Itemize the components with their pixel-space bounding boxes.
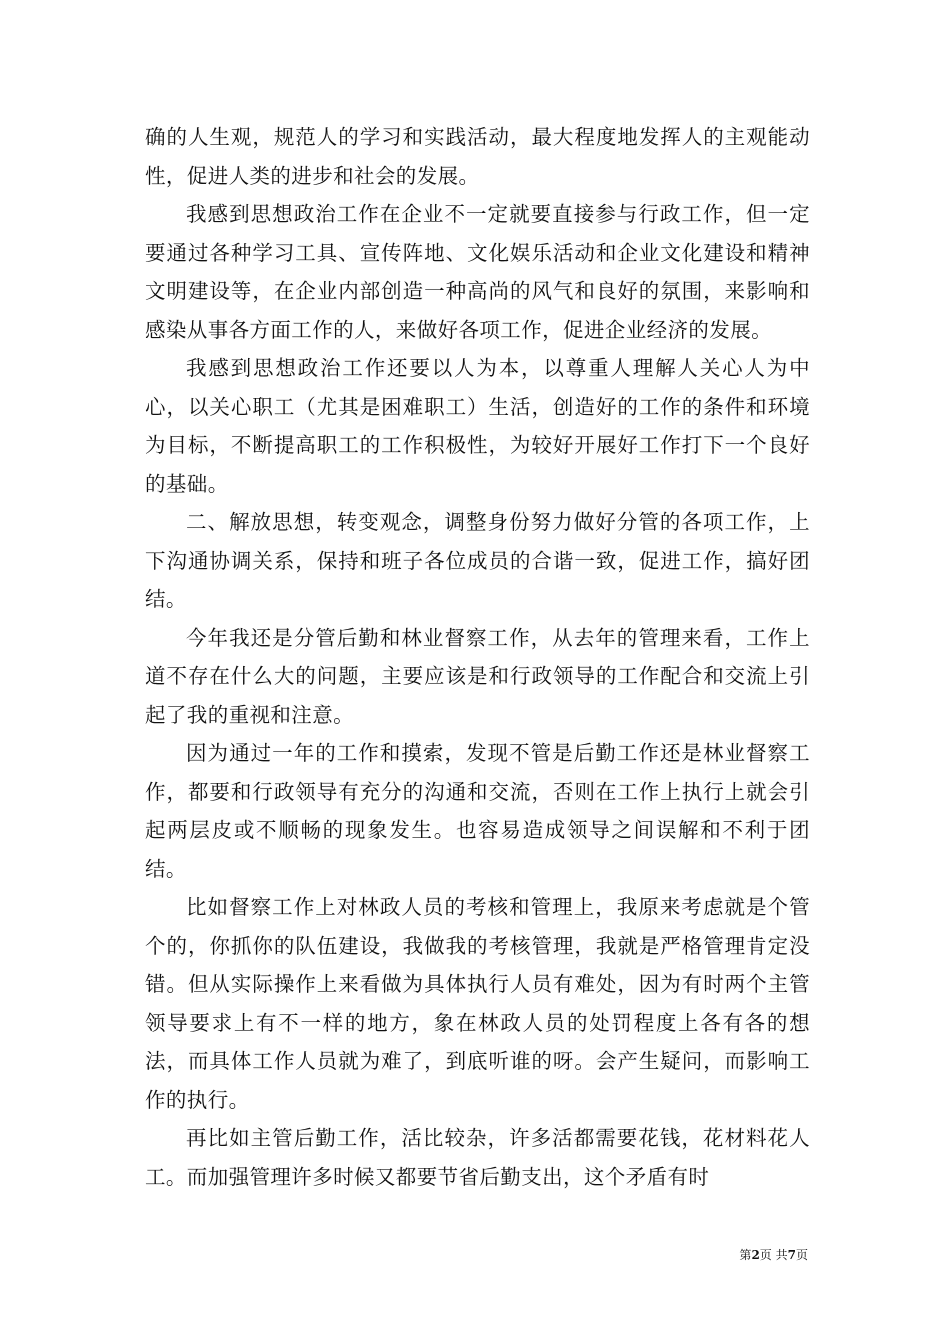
- footer-middle: 页 共: [759, 1248, 788, 1262]
- paragraph-3: 我感到思想政治工作还要以人为本，以尊重人理解人关心人为中心，以关心职工（尤其是困难职工）生活，创造好的工作的条件和环境为目标，不断提高职工的工作积极性，为较好开展好工作打下一个良好的基础。: [145, 356, 810, 496]
- current-page-number: 2: [751, 1248, 760, 1262]
- paragraph-1: 确的人生观，规范人的学习和实践活动，最大程度地发挥人的主观能动性，促进人类的进步和社会的发展。: [145, 125, 810, 188]
- page-number-footer: [739, 1246, 808, 1263]
- document-body: [145, 118, 810, 1196]
- footer-prefix: 第: [739, 1248, 752, 1262]
- paragraph-2: 我感到思想政治工作在企业不一定就要直接参与行政工作，但一定要通过各种学习工具、宣传阵地、文化娱乐活动和企业文化建设和精神文明建设等，在企业内部创造一种高尚的风气和良好的氛围，来影响和感染从事各方面工作的人，来做好各项工作，促进企业经济的发展。: [145, 202, 810, 342]
- paragraph-8: 再比如主管后勤工作，活比较杂，许多活都需要花钱，花材料花人工。而加强管理许多时候又都要节省后勤支出，这个矛盾有时: [145, 1126, 810, 1189]
- total-pages-number: 7: [787, 1248, 796, 1262]
- paragraph-4: 二、解放思想，转变观念，调整身份努力做好分管的各项工作，上下沟通协调关系，保持和班子各位成员的合谐一致，促进工作，搞好团结。: [145, 510, 810, 611]
- paragraph-6: 因为通过一年的工作和摸索，发现不管是后勤工作还是林业督察工作，都要和行政领导有充分的沟通和交流，否则在工作上执行上就会引起两层皮或不顺畅的现象发生。也容易造成领导之间误解和不利于团结。: [145, 741, 810, 881]
- paragraph-7: 比如督察工作上对林政人员的考核和管理上，我原来考虑就是个管个的，你抓你的队伍建设，我做我的考核管理，我就是严格管理肯定没错。但从实际操作上来看做为具体执行人员有难处，因为有时两个主管领导要求上有不一样的地方，象在林政人员的处罚程度上各有各的想法，而具体工作人员就为难了，到底听谁的呀。会产生疑问，而影响工作的执行。: [145, 895, 810, 1112]
- footer-suffix: 页: [795, 1248, 808, 1262]
- paragraph-5: 今年我还是分管后勤和林业督察工作，从去年的管理来看，工作上道不存在什么大的问题，主要应该是和行政领导的工作配合和交流上引起了我的重视和注意。: [145, 625, 810, 727]
